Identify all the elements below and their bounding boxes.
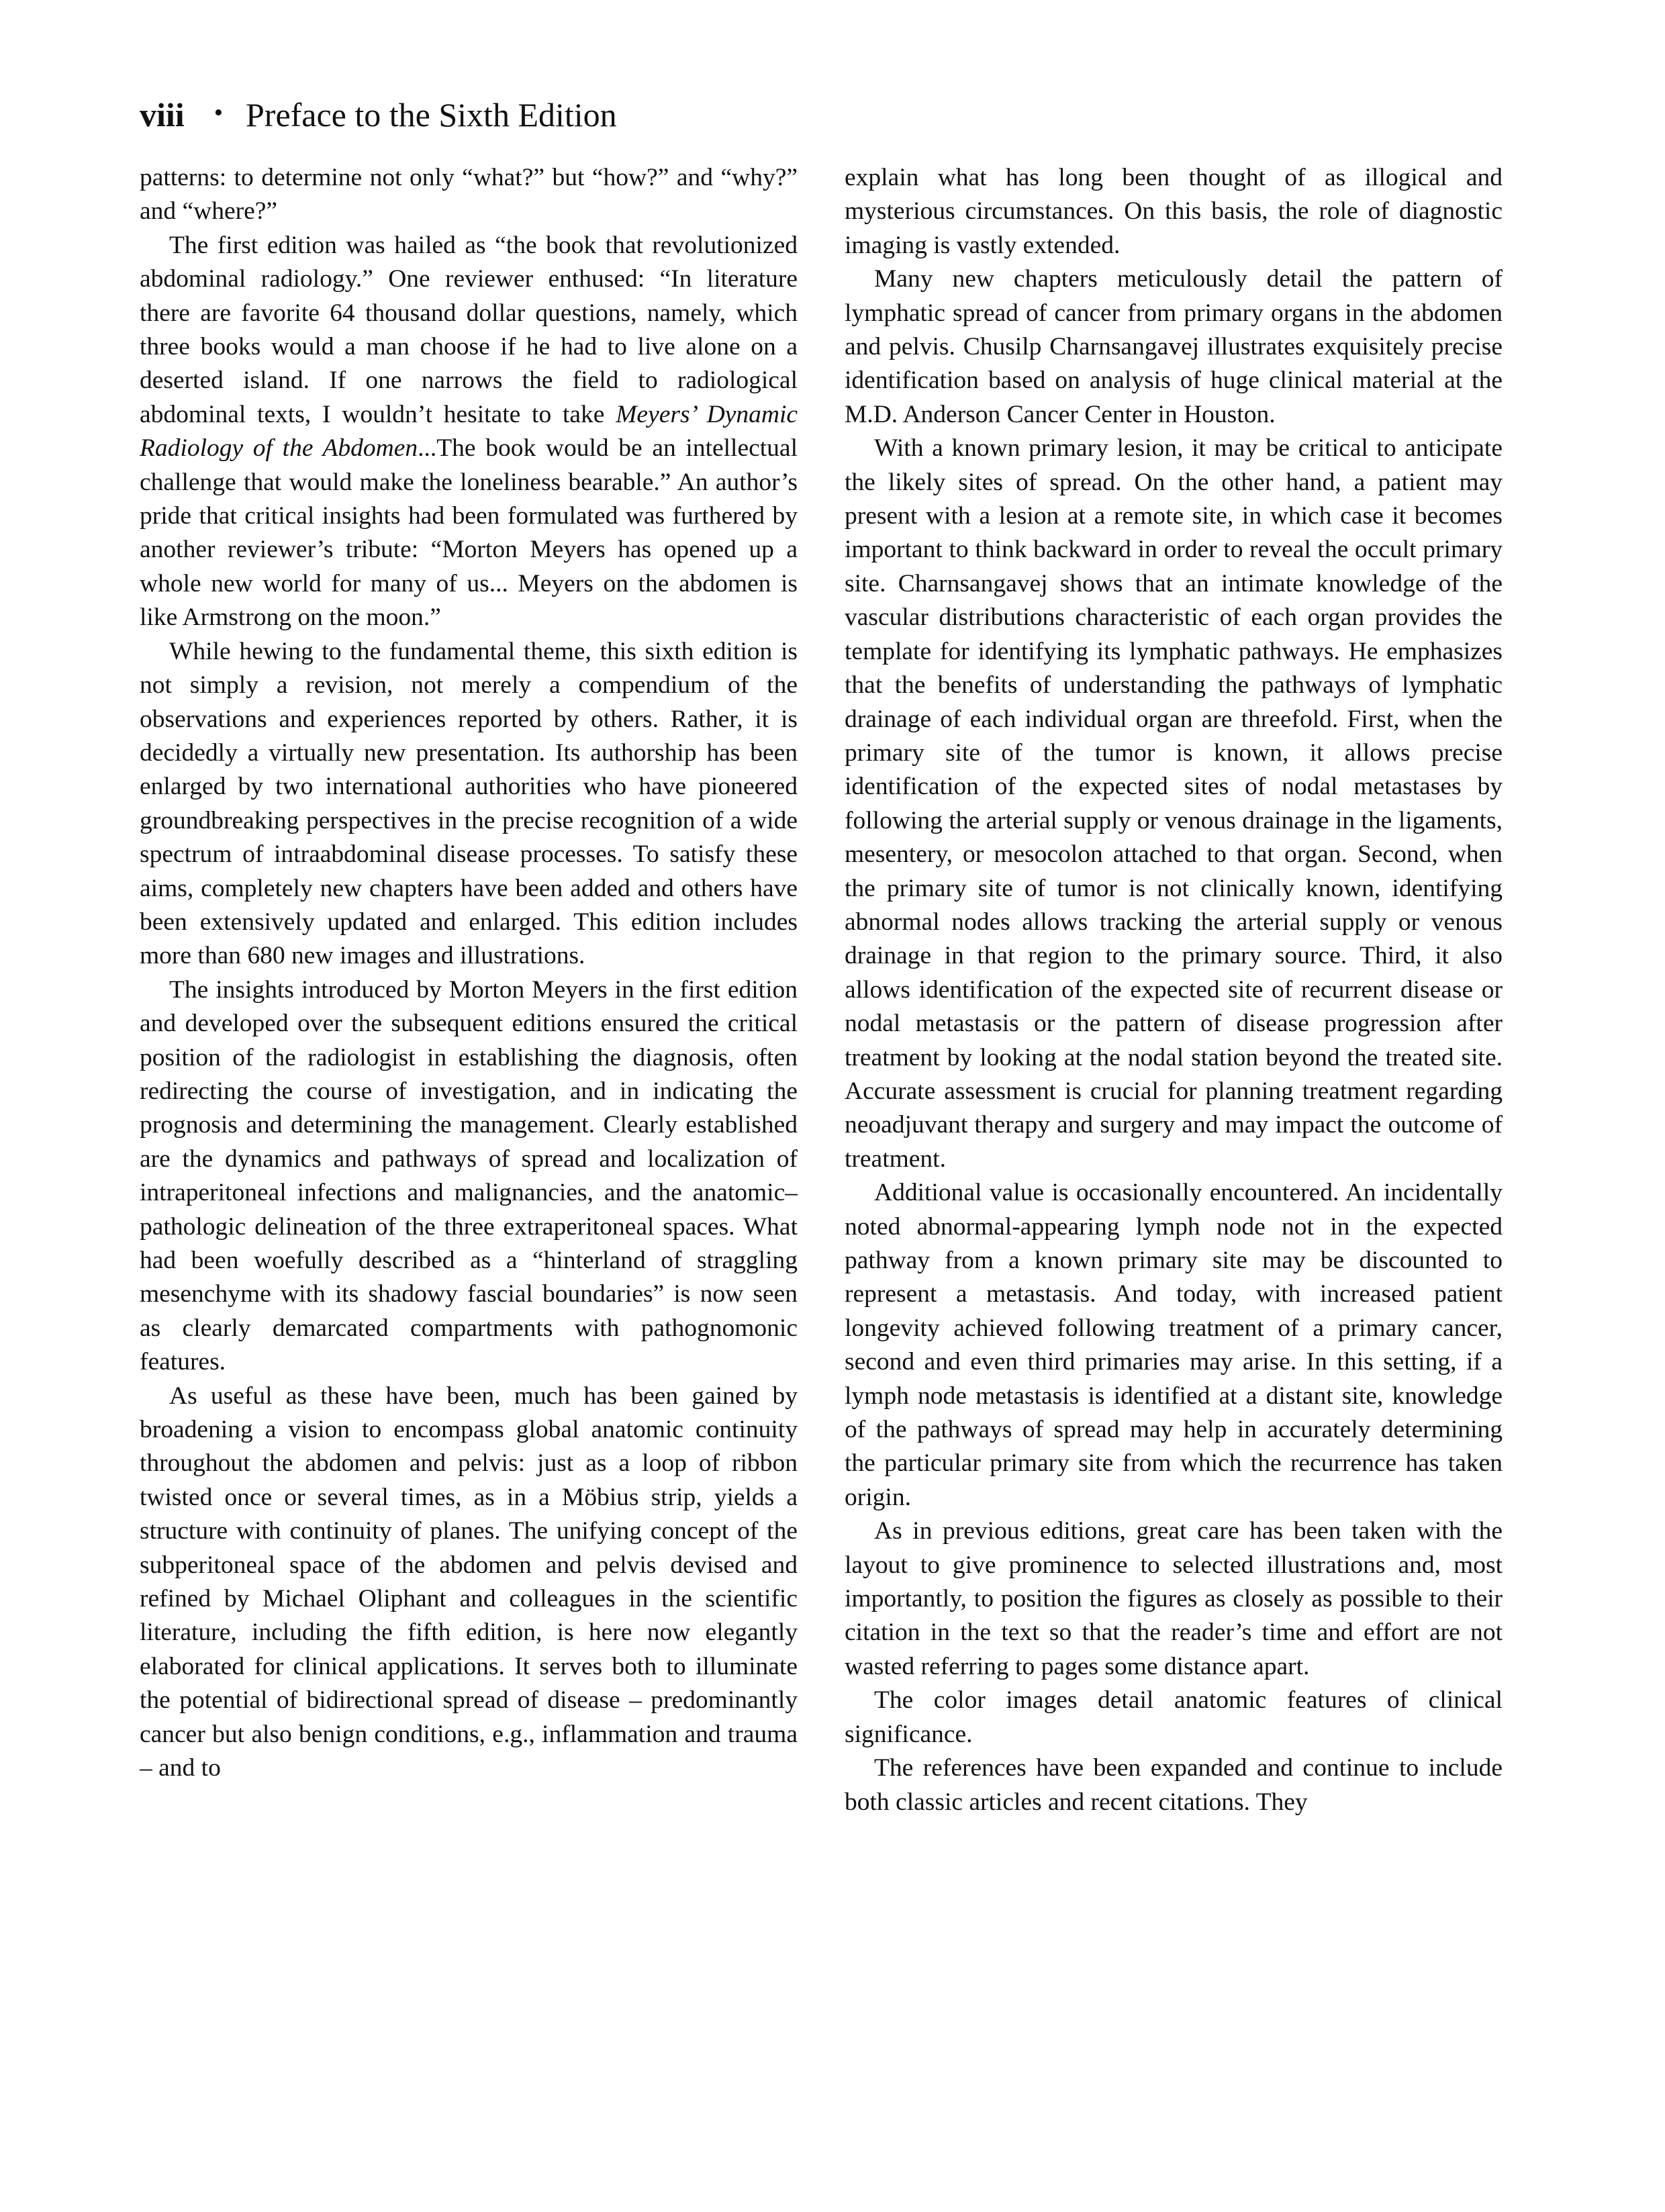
paragraph: Additional value is occasionally encountered. An incidentally noted abnormal-appearing lymph node not in the expected pathway from a known primary site may be discounted to represent a metastasis. And today, with increased patient longevity achieved following treatment of a primary cancer, second and even third primaries may arise. In this setting, if a lymph node metastasis is identified at a distant site, knowledge of the pathways of spread may help in accurately determining the particular primary site from which the recurrence has taken origin. (845, 1179, 1503, 1511)
paragraph: The insights introduced by Morton Meyers in the first edition and developed over the subsequent editions ensured the critical position of the radiologist in establishing the diagnosis, often redirecting the course of investigation, and in indicating the prognosis and determining the management. Clearly established are the dynamics and pathways of spread and localization of intraperitoneal infections and malignancies, and the anatomic–pathologic delineation of the three extraperitoneal spaces. What had been woefully described as a “hinterland of straggling mesenchyme with its shadowy fascial boundaries” is now seen as clearly demarcated compartments with pathognomonic features. (140, 975, 798, 1376)
paragraph: The references have been expanded and continue to include both classic articles and recent citations. They (845, 1754, 1503, 1816)
paragraph: While hewing to the fundamental theme, this sixth edition is not simply a revision, not merely a compendium of the observations and experiences reported by others. Rather, it is decidedly a virtually new presentation. Its authorship has been enlarged by two international authorities who have pioneered groundbreaking perspectives in the precise recognition of a wide spectrum of intraabdominal disease processes. To satisfy these aims, completely new chapters have been added and others have been extensively updated and enlarged. This edition includes more than 680 new images and illustrations. (140, 637, 798, 970)
paragraph: patterns: to determine not only “what?” but “how?” and “why?” and “where?” (140, 164, 798, 226)
paragraph: As useful as these have been, much has been gained by broadening a vision to encompass global anatomic continuity throughout the abdomen and pelvis: just as a loop of ribbon twisted once or several times, as in a Möbius strip, yields a structure with continuity of planes. The unifying concept of the subperitoneal space of the abdomen and pelvis devised and refined by Michael Oliphant and colleagues in the scientific literature, including the fifth edition, is here now elegantly elaborated for clinical applications. It serves both to illuminate the potential of bidirectional spread of disease – predominantly cancer but also benign conditions, e.g., inflammation and trauma – and to (140, 1382, 798, 1782)
paragraph: With a known primary lesion, it may be critical to anticipate the likely sites of spread. On the other hand, a patient may present with a lesion at a remote site, in which case it becomes important to think backward in order to reveal the occult primary site. Charnsangavej shows that an intimate knowledge of the vascular distributions characteristic of each organ provides the template for identifying its lymphatic pathways. He emphasizes that the benefits of understanding the pathways of lymphatic drainage of each individual organ are threefold. First, when the primary site of the tumor is known, it allows precise identification of the expected sites of nodal metastases by following the arterial supply or venous drainage in the ligaments, mesentery, or mesocolon attached to that organ. Second, when the primary site of tumor is not clinically known, identifying abnormal nodes allows tracking the arterial supply or venous drainage in that region to the primary source. Third, it also allows identification of the expected site of recurrent disease or nodal metastasis or the pattern of disease progression after treatment by looking at the nodal station beyond the treated site. Accurate assessment is crucial for planning treatment regarding neoadjuvant therapy and surgery and may impact the outcome of treatment. (845, 434, 1503, 1173)
bullet-separator-icon: • (213, 99, 223, 127)
paragraph: The color images detail anatomic features of clinical significance. (845, 1686, 1503, 1748)
paragraph (140, 229, 798, 635)
paragraph-text: The first edition was hailed as “the book that revolutionized abdominal radiology.” One reviewer enthused: “In literature there are favorite 64 thousand dollar questions, namely, which three books would a man choose if he had to live alone on a deserted island. If one narrows the field to radiological abdominal texts, I wouldn’t hesitate to take (140, 231, 798, 428)
running-head (140, 91, 617, 138)
running-title: Preface to the Sixth Edition (246, 96, 617, 134)
paragraph: As in previous editions, great care has been taken with the layout to give prominence to selected illustrations and, most importantly, to position the figures as closely as possible to their citation in the text so that the reader’s time and effort are not wasted referring to pages some distance apart. (845, 1517, 1503, 1680)
paragraph: Many new chapters meticulously detail the pattern of lymphatic spread of cancer from primary organs in the abdomen and pelvis. Chusilp Charnsangavej illustrates exquisitely precise identification based on analysis of huge clinical material at the M.D. Anderson Cancer Center in Houston. (845, 265, 1503, 428)
right-column (845, 161, 1503, 1819)
paragraph: explain what has long been thought of as illogical and mysterious circumstances. On this basis, the role of diagnostic imaging is vastly extended. (845, 164, 1503, 259)
book-title-italic: Meyers’ Dynamic Radiology of the Abdomen (140, 400, 798, 463)
paragraph-text: ...The book would be an intellectual challenge that would make the loneliness bearable.” An author’s pride that critical insights had been formulated was furthered by another reviewer’s tribute: “Morton Meyers has opened up a whole new world for many of us... Meyers on the abdomen is like Armstrong on the moon.” (140, 434, 798, 632)
left-column (140, 161, 798, 1786)
page-number: viii (140, 96, 185, 134)
